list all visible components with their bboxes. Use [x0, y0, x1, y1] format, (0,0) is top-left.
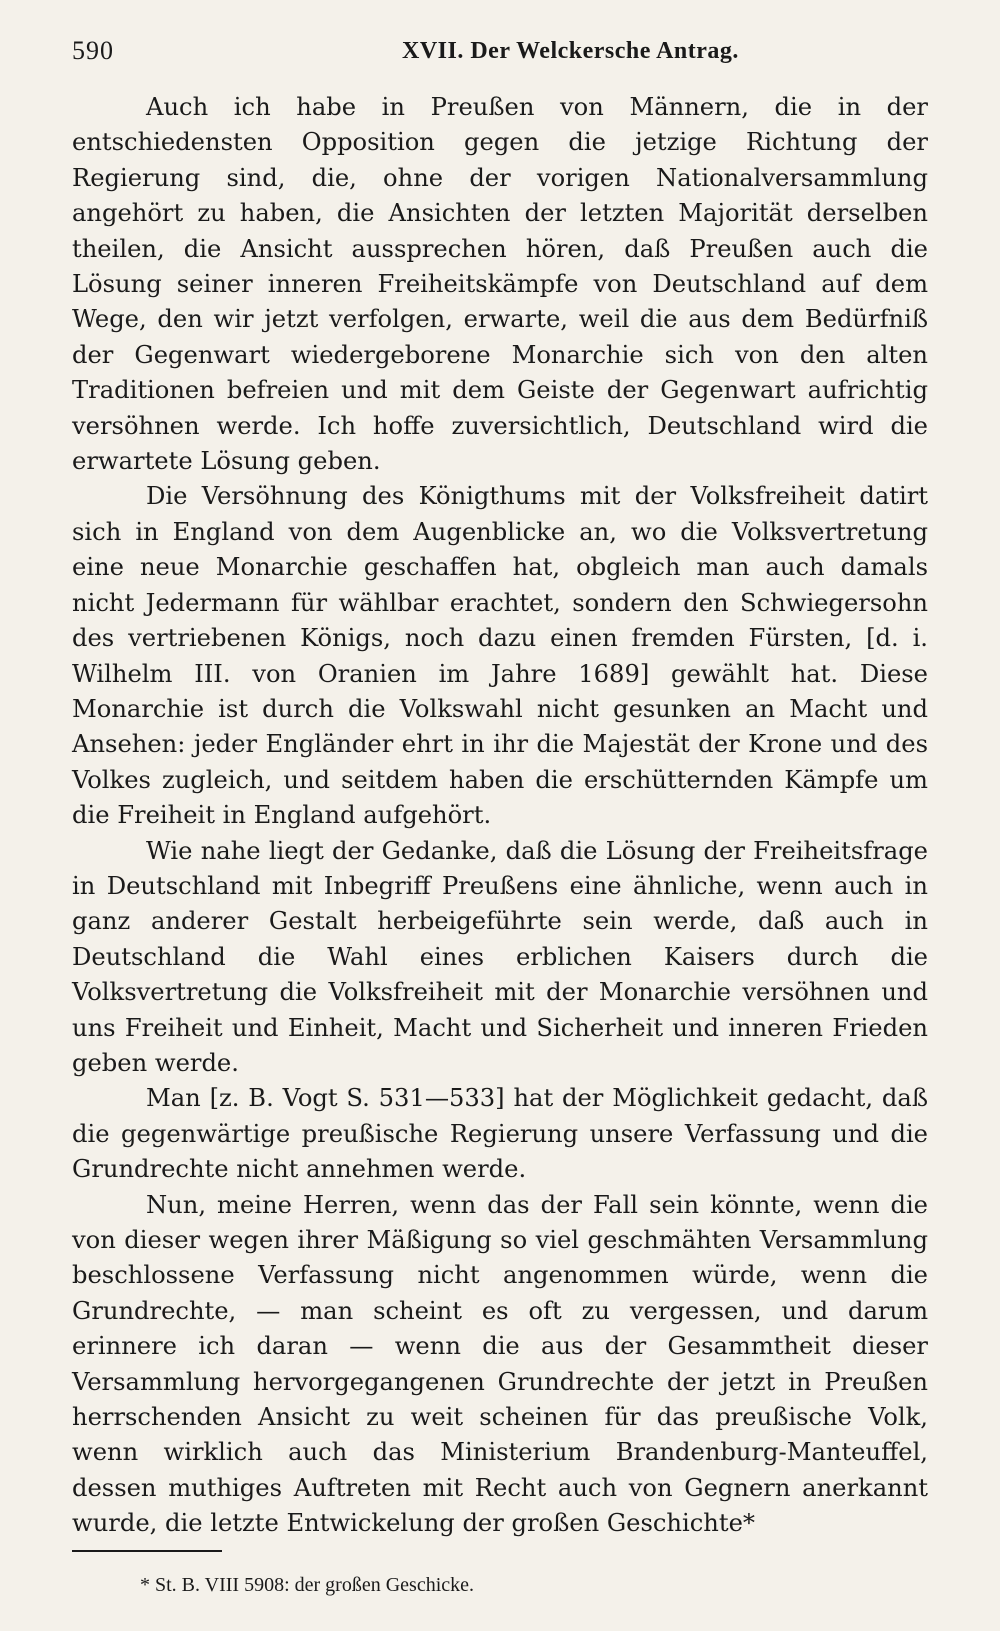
document-page [72, 28, 928, 1597]
page-header [72, 28, 928, 80]
body-text [72, 90, 928, 1542]
paragraph: Wie nahe liegt der Gedanke, daß die Lösung der Freiheitsfrage in Deutschland mit Inbegriff Preußens eine ähnliche, wenn auch in ganz anderer Gestalt herbeigeführte sein werde, daß auch in Deutschland die Wahl eines erblichen Kaisers durch die Volksvertretung die Volksfreiheit mit der Monarchie versöhnen und uns Freiheit und Einheit, Macht und Sicherheit und inneren Frieden geben werde. [72, 836, 928, 1077]
page-number: 590 [72, 36, 114, 65]
paragraph: Man [z. B. Vogt S. 531—533] hat der Möglichkeit gedacht, daß die gegenwärtige preußische Regierung unsere Verfassung und die Grundrechte nicht annehmen werde. [72, 1084, 928, 1184]
footnote-divider [72, 1550, 222, 1552]
paragraph: Die Versöhnung des Königthums mit der Volksfreiheit datirt sich in England von dem Augenblicke an, wo die Volksvertretung eine neue Monarchie geschaffen hat, obgleich man auch damals nicht Jedermann für wählbar erachtet, sondern den Schwiegersohn des vertriebenen Königs, noch dazu einen fremden Fürsten, [d. i. Wilhelm III. von Oranien im Jahre 1689] gewählt hat. Diese Monarchie ist durch die Volkswahl nicht gesunken an Macht und Ansehen: jeder Engländer ehrt in ihr die Majestät der Krone und des Volkes zugleich, und seitdem haben die erschütternden Kämpfe um die Freiheit in England aufgehört. [72, 482, 928, 830]
paragraph: Nun, meine Herren, wenn das der Fall sein könnte, wenn die von dieser wegen ihrer Mäßigung so viel geschmähten Versammlung beschlossene Verfassung nicht angenommen würde, wenn die Grundrechte, — man scheint es oft zu vergessen, und darum erinnere ich daran — wenn die aus der Gesammtheit dieser Versammlung hervorgegangenen Grundrechte der jetzt in Preußen herrschenden Ansicht zu weit scheinen für das preußische Volk, wenn wirklich auch das Ministerium Brandenburg-Manteuffel, dessen muthiges Auftreten mit Recht auch von Gegnern anerkannt wurde, die letzte Entwickelung der großen Geschichte* [72, 1190, 928, 1538]
running-head: XVII. Der Welckersche Antrag. [402, 38, 739, 64]
footnote: * St. B. VIII 5908: der großen Geschicke. [140, 1573, 475, 1596]
paragraph: Auch ich habe in Preußen von Männern, die in der entschiedensten Opposition gegen die jetzige Richtung der Regierung sind, die, ohne der vorigen Nationalversammlung angehört zu haben, die Ansichten der letzten Majorität derselben theilen, die Ansicht aussprechen hören, daß Preußen auch die Lösung seiner inneren Freiheitskämpfe von Deutschland auf dem Wege, den wir jetzt verfolgen, erwarte, weil die aus dem Bedürfniß der Gegenwart wiedergeborene Monarchie sich von den alten Traditionen befreien und mit dem Geiste der Gegenwart aufrichtig versöhnen werde. Ich hoffe zuversichtlich, Deutschland wird die erwartete Lösung geben. [72, 93, 928, 476]
